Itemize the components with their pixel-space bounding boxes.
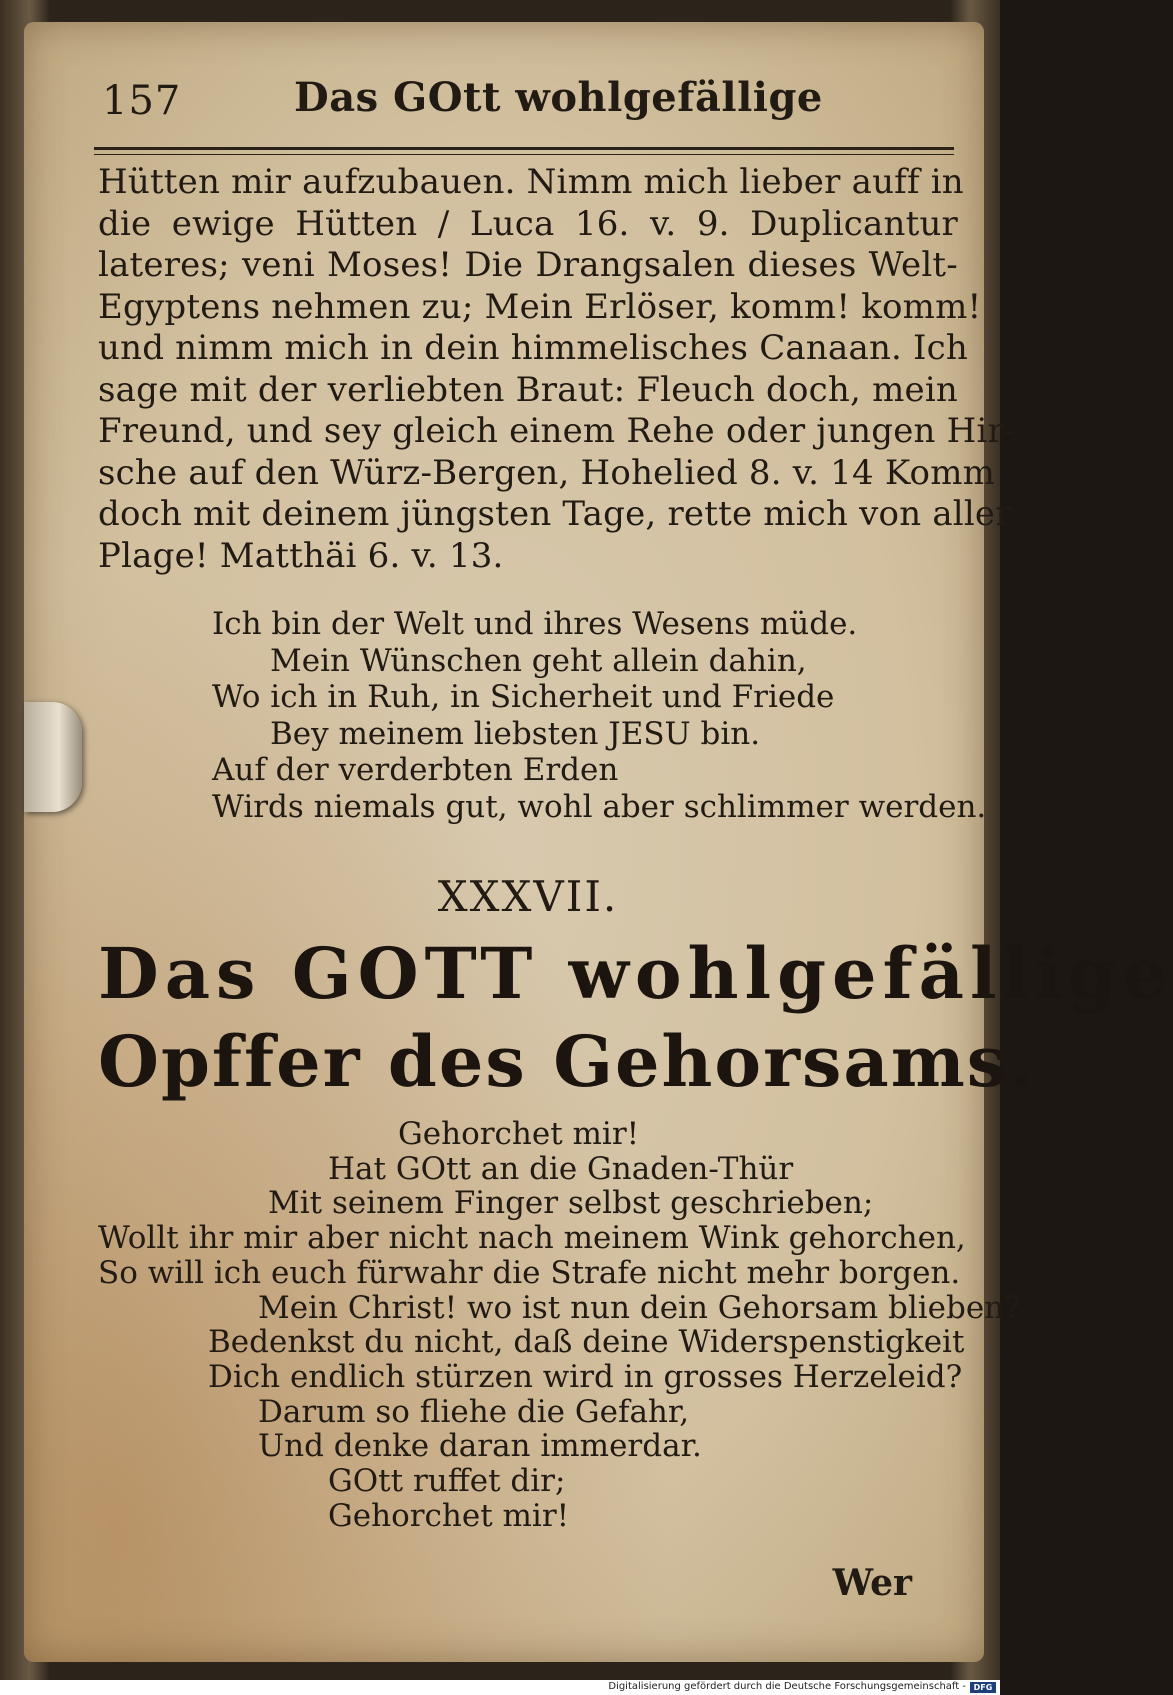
catchword: Wer [832,1562,912,1604]
page-header [94,60,944,130]
verse-line: Wo ich in Ruh, in Sicherheit und Friede [212,679,835,715]
dfg-logo-icon: DFG [970,1682,996,1693]
prose-line: doch mit deinem jüngsten Tage, rette mich von aller [98,494,1012,534]
verse-line: Mit seinem Finger selbst geschrieben; [268,1185,874,1222]
section-title-line: Opffer des Gehorsams. [98,1020,1035,1103]
verse-line: Hat GOtt an die Gnaden-Thür [328,1150,794,1187]
prose-line: die ewige Hütten / Luca 16. v. 9. Duplicantur [98,203,958,244]
verse-line: Dich endlich stürzen wird in grosses Herzeleid? [208,1358,963,1395]
prose-line: Egyptens nehmen zu; Mein Erlöser, komm! komm! [98,286,982,327]
verse-line: So will ich euch fürwahr die Strafe nicht mehr borgen. [98,1254,961,1291]
verse-stanza-2 [98,1116,1021,1534]
header-rule [94,147,954,155]
prose-line: lateres; veni Moses! Die Drangsalen dieses Welt- [98,245,958,285]
section-title-line: Das GOTT wohlgefällige [98,932,1173,1015]
section-title [98,930,1173,1106]
verse-line: Wirds niemals gut, wohl aber schlimmer werden. [212,788,987,825]
verse-line: Ich bin der Welt und ihres Wesens müde. [212,606,858,642]
bookmark-clip [24,702,82,812]
verse-line: Mein Christ! wo ist nun dein Gehorsam blieben? [258,1289,1021,1326]
verse-line: Und denke daran immerdar. [258,1428,702,1465]
prose-paragraph [98,162,1016,577]
verse-line: Wollt ihr mir aber nicht nach meinem Wink gehorchen, [98,1220,966,1257]
page-number: 157 [102,78,182,124]
verse-line: Gehorchet mir! [328,1497,570,1534]
verse-line: Darum so fliehe die Gefahr, [258,1393,690,1430]
section-number: XXXVII. [437,872,619,921]
digitization-footer [0,1680,1000,1695]
funding-credit: Digitalisierung gefördert durch die Deutsche Forschungsgemeinschaft - [608,1681,966,1692]
prose-line: Hütten mir aufzubauen. Nimm mich lieber auff in [98,162,964,202]
book-page [24,22,1173,1662]
prose-line: Plage! Matthäi 6. v. 13. [98,535,504,576]
verse-line: Bedenkst du nicht, daß deine Widerspenstigkeit [208,1324,965,1361]
verse-line: GOtt ruffet dir; [328,1463,566,1500]
running-title: Das GOtt wohlgefällige [294,74,823,121]
verse-line: Gehorchet mir! [398,1116,640,1152]
prose-line: Freund, und sey gleich einem Rehe oder jungen Hir- [98,411,1016,451]
prose-line: sage mit der verliebten Braut: Fleuch doch, mein [98,369,958,410]
prose-line: sche auf den Würz-Bergen, Hohelied 8. v. 14 Komm [98,452,996,493]
prose-line: und nimm mich in dein himmelisches Canaan. Ich [98,328,969,368]
verse-line: Mein Wünschen geht allein dahin, [270,642,807,679]
verse-line: Bey meinem liebsten JESU bin. [270,715,761,752]
verse-line: Auf der verderbten Erden [212,752,619,788]
verse-stanza-1 [212,606,987,825]
